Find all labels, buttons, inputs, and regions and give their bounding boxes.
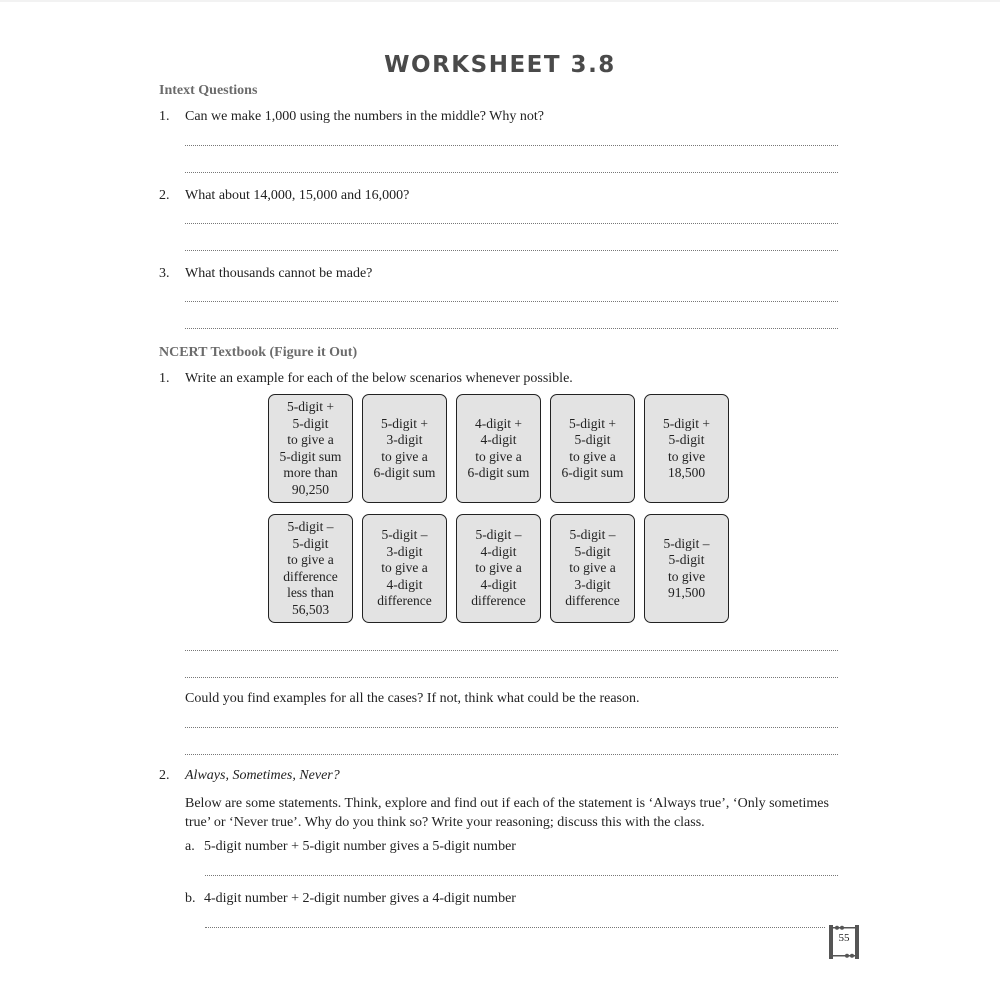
page-top-edge [0,0,1000,2]
ncert-heading: NCERT Textbook (Figure it Out) [159,345,358,360]
statement-a-label: a. [185,839,195,854]
scenario-card: 5-digit – 5-digit to give a 3-digit difference [550,514,635,623]
statement-b-label: b. [185,891,196,906]
scenario-card: 5-digit – 5-digit to give a difference less than 56,503 [268,514,353,623]
ncert-q2-number: 2. [159,768,170,783]
intext-q1-number: 1. [159,109,170,124]
scenario-card: 5-digit + 5-digit to give 18,500 [644,394,729,503]
scenario-card: 5-digit – 5-digit to give 91,500 [644,514,729,623]
intext-q1-text: Can we make 1,000 using the numbers in the middle? Why not? [185,109,545,124]
intext-heading: Intext Questions [159,83,258,98]
scenario-card: 5-digit + 3-digit to give a 6-digit sum [362,394,447,503]
answer-line[interactable] [185,250,838,251]
answer-line[interactable] [185,145,838,146]
intext-q3-text: What thousands cannot be made? [185,266,373,281]
scenario-card: 4-digit + 4-digit to give a 6-digit sum [456,394,541,503]
statement-b-text: 4-digit number + 2-digit number gives a 4-digit number [204,891,516,906]
scenario-card: 5-digit – 4-digit to give a 4-digit difference [456,514,541,623]
intext-q2-text: What about 14,000, 15,000 and 16,000? [185,188,410,203]
statement-a-text: 5-digit number + 5-digit number gives a 5-digit number [204,839,516,854]
answer-line[interactable] [185,727,838,728]
worksheet-title: WORKSHEET 3.8 [384,52,616,78]
intext-q3-number: 3. [159,266,170,281]
answer-line[interactable] [185,172,838,173]
ncert-q1-text: Write an example for each of the below scenarios whenever possible. [185,371,573,386]
answer-line[interactable] [185,677,838,678]
ncert-q1-followup: Could you find examples for all the cases? If not, think what could be the reason. [185,691,640,706]
ncert-q2-title: Always, Sometimes, Never? [185,768,340,783]
intext-q2-number: 2. [159,188,170,203]
page-number: 55 [838,932,850,944]
scenario-card: 5-digit + 5-digit to give a 6-digit sum [550,394,635,503]
answer-line[interactable] [185,301,838,302]
scenario-card: 5-digit + 5-digit to give a 5-digit sum more than 90,250 [268,394,353,503]
answer-line[interactable] [185,650,838,651]
answer-line[interactable] [185,754,838,755]
answer-line[interactable] [205,875,838,876]
scenario-card: 5-digit – 3-digit to give a 4-digit difference [362,514,447,623]
answer-line[interactable] [185,223,838,224]
ncert-q2-intro: Below are some statements. Think, explore and find out if each of the statement is ‘Always true’, ‘Only sometimes true’ or ‘Never true’. Why do you think so? Write your reasoning; discuss this with the class. [185,796,829,830]
answer-line[interactable] [185,328,838,329]
ncert-q1-number: 1. [159,371,170,386]
answer-line[interactable] [205,927,825,928]
